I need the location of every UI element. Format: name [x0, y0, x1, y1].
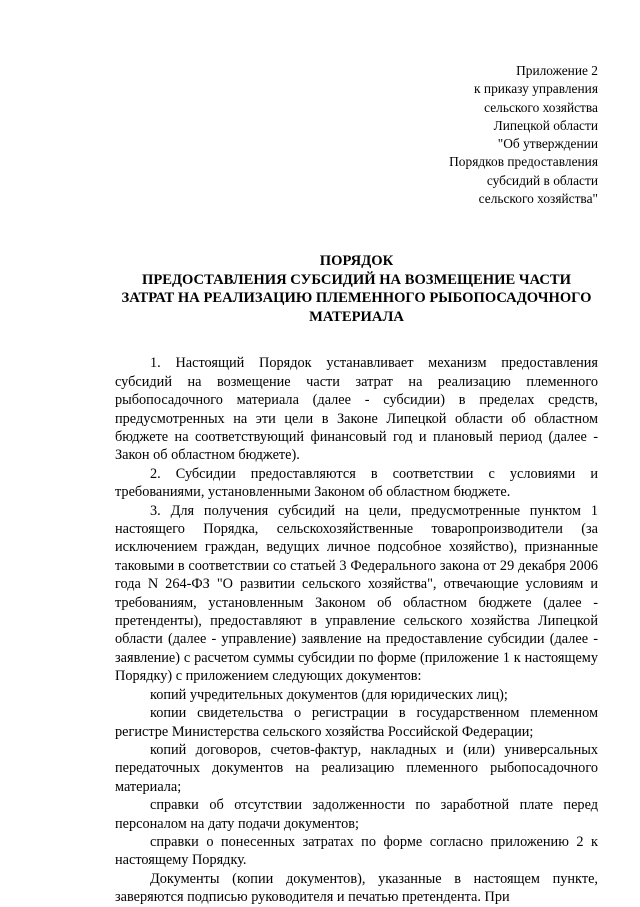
- paragraph: 1. Настоящий Порядок устанавливает механизм предоставления субсидий на возмещение части затрат на реализацию племенного рыбопосадочного материала (далее - субсидии) в пределах средств, предусмотренных на эти цели в Законе Липецкой области об областном бюджете на соответствующий финансовый год и плановый период (далее - Закон об областном бюджете).: [115, 355, 598, 464]
- paragraph: 2. Субсидии предоставляются в соответствии с условиями и требованиями, установленными Законом об областном бюджете.: [115, 465, 598, 501]
- title-line: ЗАТРАТ НА РЕАЛИЗАЦИЮ ПЛЕМЕННОГО РЫБОПОСАДОЧНОГО: [121, 290, 592, 307]
- appendix-line: к приказу управления: [474, 81, 598, 97]
- appendix-line: сельского хозяйства": [478, 191, 598, 207]
- title-line: ПОРЯДОК: [319, 253, 394, 270]
- title-line: МАТЕРИАЛА: [309, 308, 404, 325]
- paragraph: справки об отсутствии задолженности по заработной плате перед персоналом на дату подачи документов;: [115, 797, 598, 832]
- appendix-line: Приложение 2: [516, 63, 598, 78]
- paragraph: копий договоров, счетов-фактур, накладных и (или) универсальных передаточных документов на реализацию племенного рыбопосадочного материала;: [115, 741, 598, 795]
- paragraph: Документы (копии документов), указанные в настоящем пункте, заверяются подписью руководителя и печатью претендента. При: [115, 870, 598, 906]
- paragraph: копий учредительных документов (для юридических лиц);: [150, 686, 508, 703]
- appendix-line: сельского хозяйства: [484, 99, 598, 115]
- appendix-block: [115, 62, 598, 208]
- paragraph: копии свидетельства о регистрации в государственном племенном регистре Министерства сельского хозяйства Российской Федерации;: [115, 705, 598, 740]
- appendix-line: Липецкой области: [493, 117, 598, 133]
- document-title: [115, 252, 598, 326]
- appendix-line: "Об утверждении: [497, 136, 598, 152]
- paragraph: 3. Для получения субсидий на цели, предусмотренные пунктом 1 настоящего Порядка, сельскохозяйственные товаропроизводители (за исключением граждан, ведущих личное подсобное хозяйство), признанные таковыми в соответствии со статьей 3 Федерального закона от 29 декабря 2006 года N 264-ФЗ "О развитии сельского хозяйства", отвечающие условиям и требованиям, установленным Законом об областном бюджете (далее - претенденты), предоставляют в управление сельского хозяйства Липецкой области (далее - управление) заявление на предоставление субсидии (далее - заявление) с расчетом суммы субсидии по форме (приложение 1 к настоящему Порядку) с приложением следующих документов:: [115, 502, 598, 685]
- title-line: ПРЕДОСТАВЛЕНИЯ СУБСИДИЙ НА ВОЗМЕЩЕНИЕ ЧАСТИ: [141, 271, 572, 288]
- document-body: [115, 354, 598, 906]
- appendix-line: Порядков предоставления: [449, 154, 598, 170]
- appendix-line: субсидий в области: [486, 172, 598, 188]
- paragraph: справки о понесенных затратах по форме согласно приложению 2 к настоящему Порядку.: [115, 833, 598, 869]
